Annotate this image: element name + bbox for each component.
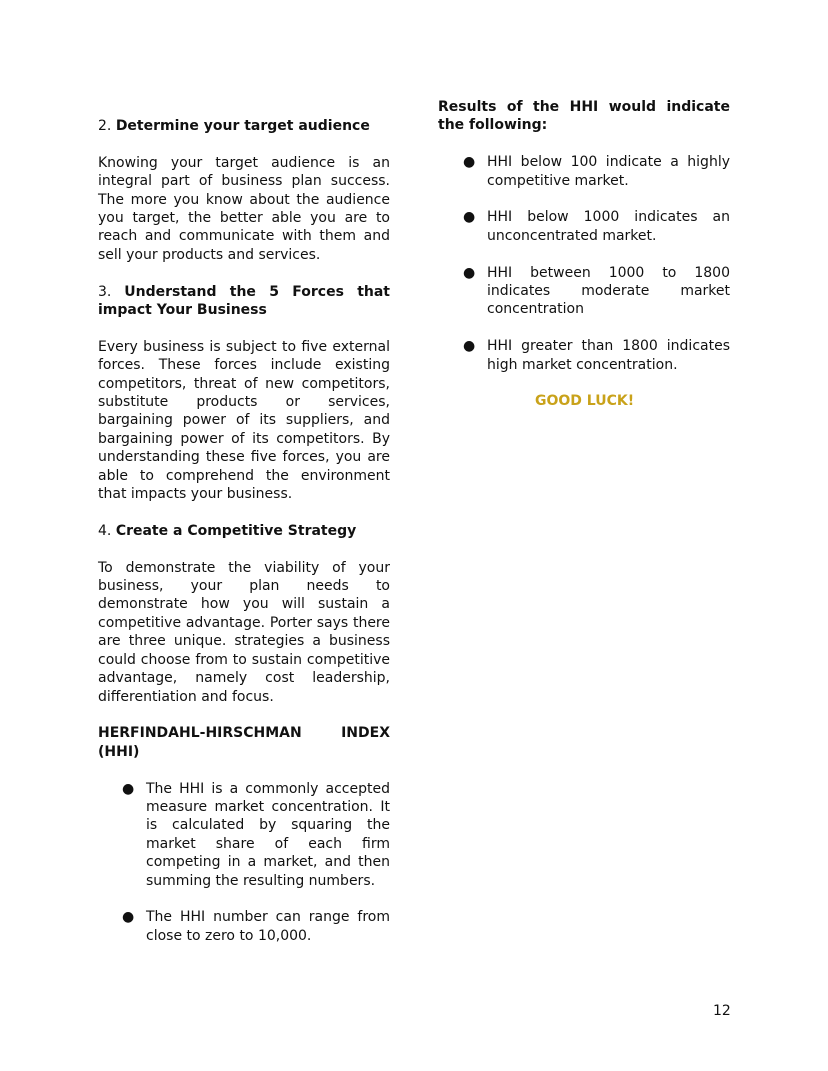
section-3-number: 3. — [98, 283, 112, 300]
hhi-bullet-list — [98, 780, 390, 946]
results-bullet-list — [438, 153, 730, 374]
bullet-dot-icon: ● — [122, 909, 135, 926]
bullet-dot-icon: ● — [463, 209, 476, 226]
right-column — [438, 98, 730, 411]
section-4-number: 4. — [98, 522, 112, 539]
section-3-body: Every business is subject to five external forces. These forces include existing competitors, threat of new competitors, substitute products or services, bargaining power of its suppliers, and bargaining power of its competitors. By understanding these five forces, you are able to comprehend the environment that impacts your business. — [98, 338, 390, 503]
list-item — [98, 908, 390, 945]
results-heading: Results of the HHI would indicate the following: — [438, 99, 730, 134]
list-item — [98, 780, 390, 890]
section-3-heading — [98, 283, 390, 320]
section-4-body: To demonstrate the viability of your business, your plan needs to demonstrate how you will sustain a competitive advantage. Porter says there are three unique. strategies a business could choose from to sustain competitive advantage, namely cost leadership, differentiation and focus. — [98, 559, 390, 705]
bullet-dot-icon: ● — [463, 154, 476, 171]
bullet-dot-icon: ● — [463, 264, 476, 281]
section-2-heading — [98, 117, 390, 135]
section-3-title: Understand the 5 Forces that impact Your Business — [98, 283, 391, 319]
good-luck-text: GOOD LUCK! — [535, 393, 635, 410]
list-item — [438, 208, 730, 245]
result-bullet-text: HHI below 100 indicate a highly competitive market. — [487, 154, 730, 189]
section-2-body: Knowing your target audience is an integral part of business plan success. The more you know about the audience you target, the better able you are to reach and communicate with them and sell your products and services. — [98, 154, 390, 263]
result-bullet-text: HHI between 1000 to 1800 indicates moderate market concentration — [487, 264, 730, 318]
bullet-dot-icon: ● — [122, 780, 135, 797]
page-number: 12 — [713, 1003, 731, 1019]
list-item — [438, 153, 730, 190]
list-item — [438, 337, 730, 374]
section-4-title: Create a Competitive Strategy — [115, 522, 357, 539]
hhi-bullet-text: The HHI number can range from close to zero to 10,000. — [146, 909, 390, 944]
section-4-heading — [98, 522, 390, 540]
hhi-bullet-text: The HHI is a commonly accepted measure market concentration. It is calculated by squaring the market share of each firm competing in a market, and then summing the resulting numbers. — [146, 780, 390, 889]
list-item — [438, 264, 730, 319]
result-bullet-text: HHI greater than 1800 indicates high market concentration. — [487, 338, 730, 373]
section-2-number: 2. — [98, 118, 112, 134]
result-bullet-text: HHI below 1000 indicates an unconcentrated market. — [487, 209, 730, 244]
hhi-heading: HERFINDAHL-HIRSCHMAN INDEX (HHI) — [98, 725, 390, 760]
section-2-title: Determine your target audience — [115, 118, 370, 134]
left-column — [98, 117, 390, 945]
bullet-dot-icon: ● — [463, 338, 476, 355]
